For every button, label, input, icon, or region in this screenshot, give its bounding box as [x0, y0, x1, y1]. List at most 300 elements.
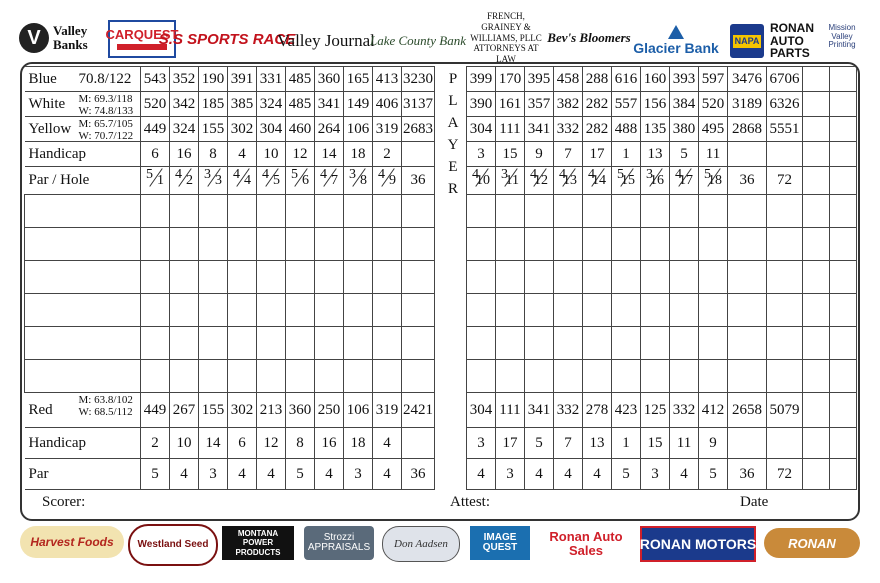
player-score-cell[interactable]	[373, 228, 402, 261]
player-score-cell[interactable]	[554, 261, 583, 294]
par-cell: 4	[373, 459, 402, 490]
yardage-cell: 264	[315, 117, 344, 142]
player-score-cell[interactable]	[767, 360, 803, 393]
handicap-cell: 8	[286, 428, 315, 459]
player-score-cell[interactable]	[803, 195, 830, 228]
ronan-auto-parts-label: RONAN AUTO PARTS	[770, 21, 814, 61]
player-score-cell[interactable]	[670, 261, 699, 294]
tee-name: Par / Hole	[28, 172, 90, 188]
player-score-cell[interactable]	[728, 294, 767, 327]
par-cell: 4	[467, 459, 496, 490]
yardage-cell: 213	[257, 393, 286, 428]
player-vertical-label	[444, 68, 462, 200]
grand-total-cell: 6706	[767, 67, 803, 92]
handicap-cell: 11	[699, 142, 728, 167]
player-score-cell[interactable]	[344, 228, 373, 261]
player-score-cell[interactable]	[728, 228, 767, 261]
yardage-cell: 278	[583, 393, 612, 428]
player-score-cell[interactable]	[315, 327, 344, 360]
player-score-cell[interactable]	[583, 261, 612, 294]
yardage-cell: 380	[670, 117, 699, 142]
ronan-auto-parts-logo	[766, 20, 818, 62]
player-score-cell[interactable]	[830, 228, 857, 261]
par-cell: 4	[228, 459, 257, 490]
par-hole-cell	[467, 167, 496, 195]
player-score-cell[interactable]	[170, 195, 199, 228]
player-score-cell[interactable]	[170, 294, 199, 327]
player-score-cell[interactable]	[554, 228, 583, 261]
player-score-cell[interactable]	[141, 327, 170, 360]
player-score-cell[interactable]	[467, 228, 496, 261]
player-score-cell[interactable]	[525, 228, 554, 261]
yardage-cell: 125	[641, 393, 670, 428]
player-score-cell[interactable]	[641, 195, 670, 228]
par-hole-cell	[554, 167, 583, 195]
yardage-cell: 155	[199, 117, 228, 142]
par-cell: 4	[525, 459, 554, 490]
out-par-cell: 36	[402, 167, 435, 195]
player-score-cell[interactable]	[257, 360, 286, 393]
image-quest-label: IMAGE QUEST	[482, 532, 518, 553]
player-score-cell[interactable]	[496, 228, 525, 261]
player-score-cell[interactable]	[803, 294, 830, 327]
player-gap-cell	[435, 393, 467, 428]
player-score-cell[interactable]	[402, 261, 435, 294]
yardage-cell: 449	[141, 393, 170, 428]
yardage-cell: 357	[525, 92, 554, 117]
player-score-cell[interactable]	[496, 294, 525, 327]
hole-number: 3	[215, 173, 222, 188]
yardage-cell: 390	[467, 92, 496, 117]
player-score-cell[interactable]	[803, 327, 830, 360]
par-hole-cell	[286, 167, 315, 195]
par-hole-cell	[344, 167, 373, 195]
player-score-cell[interactable]	[767, 228, 803, 261]
handicap-cell: 15	[641, 428, 670, 459]
player-score-cell[interactable]	[554, 294, 583, 327]
player-score-cell[interactable]	[467, 195, 496, 228]
player-score-cell[interactable]	[257, 327, 286, 360]
bottom-sponsor-bar	[0, 520, 880, 583]
player-score-cell[interactable]	[830, 195, 857, 228]
yardage-cell: 488	[612, 117, 641, 142]
empty-cell	[803, 167, 830, 195]
player-score-cell[interactable]	[228, 261, 257, 294]
player-score-cell[interactable]	[699, 261, 728, 294]
player-gap-cell[interactable]	[435, 228, 467, 261]
player-score-cell[interactable]	[554, 360, 583, 393]
player-score-cell[interactable]	[402, 327, 435, 360]
top-sponsor-bar	[0, 0, 880, 65]
handicap-cell: 11	[670, 428, 699, 459]
empty-cell	[803, 393, 830, 428]
player-score-cell[interactable]	[257, 294, 286, 327]
player-letter: L	[448, 93, 458, 109]
tee-rating	[79, 93, 134, 117]
lake-county-logo	[369, 22, 467, 58]
player-score-cell[interactable]	[228, 228, 257, 261]
yardage-cell: 341	[525, 393, 554, 428]
player-score-cell[interactable]	[286, 360, 315, 393]
yardage-cell: 520	[699, 92, 728, 117]
player-name-cell[interactable]	[25, 294, 141, 327]
tee-rating	[79, 394, 133, 418]
signature-footer	[22, 482, 860, 521]
yardage-cell: 190	[199, 67, 228, 92]
player-score-cell[interactable]	[699, 360, 728, 393]
par-value: 5	[617, 167, 624, 182]
player-score-cell[interactable]	[170, 327, 199, 360]
par-hole-diagonal	[701, 167, 725, 189]
par-hole-diagonal	[643, 167, 667, 189]
par-hole-cell	[670, 167, 699, 195]
par-hole-diagonal	[375, 167, 399, 189]
handicap-cell: 12	[286, 142, 315, 167]
par-hole-diagonal	[201, 167, 225, 189]
par-hole-diagonal	[585, 167, 609, 189]
player-score-cell[interactable]	[373, 327, 402, 360]
player-score-cell[interactable]	[315, 195, 344, 228]
empty-cell	[830, 428, 857, 459]
par-hole-cell	[496, 167, 525, 195]
player-score-cell[interactable]	[496, 261, 525, 294]
handicap-cell: 13	[583, 428, 612, 459]
yardage-cell: 460	[286, 117, 315, 142]
player-letter: P	[448, 71, 458, 87]
player-score-cell[interactable]	[803, 228, 830, 261]
valley-banks-logo	[18, 18, 106, 58]
player-score-cell[interactable]	[612, 261, 641, 294]
player-gap-cell	[435, 428, 467, 459]
empty-cell	[803, 67, 830, 92]
player-gap-cell[interactable]	[435, 294, 467, 327]
player-score-cell[interactable]	[699, 228, 728, 261]
tee-name: White	[28, 95, 66, 112]
player-score-cell[interactable]	[228, 195, 257, 228]
yardage-cell: 319	[373, 393, 402, 428]
player-score-cell[interactable]	[767, 294, 803, 327]
par-value: 3	[501, 167, 508, 182]
player-score-cell[interactable]	[373, 294, 402, 327]
par-cell: 4	[315, 459, 344, 490]
par-value: 4	[559, 167, 566, 182]
par-hole-cell	[228, 167, 257, 195]
par-hole-diagonal	[317, 167, 341, 189]
par-hole-row	[25, 167, 857, 195]
yardage-cell: 160	[641, 67, 670, 92]
player-score-cell[interactable]	[554, 195, 583, 228]
yardage-cell: 458	[554, 67, 583, 92]
player-score-cell[interactable]	[830, 294, 857, 327]
player-score-cell[interactable]	[728, 360, 767, 393]
player-score-cell[interactable]	[199, 228, 228, 261]
strozzi-label: Strozzi APPRAISALS	[307, 532, 371, 553]
player-score-cell[interactable]	[199, 195, 228, 228]
yardage-cell: 520	[141, 92, 170, 117]
player-score-cell[interactable]	[728, 261, 767, 294]
player-score-cell[interactable]	[670, 360, 699, 393]
par-hole-cell	[373, 167, 402, 195]
player-score-cell[interactable]	[803, 261, 830, 294]
scorer-label[interactable]: Scorer:	[42, 494, 86, 510]
tee-row-red	[25, 393, 857, 428]
par-value: 4	[320, 167, 327, 182]
player-score-cell[interactable]	[670, 195, 699, 228]
bloomers-label: Bev's Bloomers	[547, 29, 631, 45]
handicap-cell: 4	[373, 428, 402, 459]
player-score-cell[interactable]	[286, 327, 315, 360]
player-score-cell[interactable]	[467, 327, 496, 360]
tee-name: Handicap	[28, 145, 86, 162]
player-score-cell[interactable]	[496, 195, 525, 228]
tee-name: Par	[28, 465, 49, 482]
player-score-cell[interactable]	[286, 228, 315, 261]
harvest-foods-label: Harvest Foods	[30, 535, 114, 549]
player-score-cell[interactable]	[641, 294, 670, 327]
player-name-cell[interactable]	[25, 327, 141, 360]
par-hole-diagonal	[172, 167, 196, 189]
tee-name: Blue	[28, 70, 57, 87]
player-name-cell[interactable]	[25, 261, 141, 294]
handicap-cell: 12	[257, 428, 286, 459]
yardage-cell: 399	[467, 67, 496, 92]
french-grainey-label: FRENCH, GRAINEY & WILLIAMS, PLLC ATTORNEYS AT LAW	[470, 11, 542, 65]
player-score-cell[interactable]	[402, 294, 435, 327]
handicap-cell: 14	[315, 142, 344, 167]
yardage-cell: 304	[467, 393, 496, 428]
player-name-cell[interactable]	[25, 195, 141, 228]
player-score-cell[interactable]	[670, 228, 699, 261]
handicap-cell: 3	[467, 428, 496, 459]
player-score-cell[interactable]	[612, 294, 641, 327]
hole-number: 13	[563, 173, 577, 188]
hole-number: 18	[708, 173, 722, 188]
player-score-cell[interactable]	[228, 327, 257, 360]
player-score-cell[interactable]	[228, 360, 257, 393]
player-score-cell[interactable]	[228, 294, 257, 327]
player-score-cell[interactable]	[373, 195, 402, 228]
empty-cell	[402, 428, 435, 459]
hole-number: 10	[476, 173, 490, 188]
player-score-cell[interactable]	[554, 327, 583, 360]
par-value: 4	[175, 167, 182, 182]
empty-cell	[402, 142, 435, 167]
don-aadsen-logo	[382, 526, 460, 562]
player-score-cell[interactable]	[525, 327, 554, 360]
player-score-row	[25, 195, 857, 228]
yardage-cell: 161	[496, 92, 525, 117]
player-score-cell[interactable]	[286, 261, 315, 294]
hole-number: 1	[157, 173, 164, 188]
yardage-cell: 332	[670, 393, 699, 428]
yardage-cell: 149	[344, 92, 373, 117]
player-score-cell[interactable]	[373, 360, 402, 393]
player-score-cell[interactable]	[728, 327, 767, 360]
player-score-cell[interactable]	[728, 195, 767, 228]
player-score-cell[interactable]	[257, 228, 286, 261]
player-score-cell[interactable]	[467, 294, 496, 327]
player-gap-cell[interactable]	[435, 327, 467, 360]
yardage-cell: 360	[286, 393, 315, 428]
total-par-cell: 72	[767, 459, 803, 490]
player-score-cell[interactable]	[344, 195, 373, 228]
player-score-cell[interactable]	[830, 360, 857, 393]
player-score-cell[interactable]	[583, 294, 612, 327]
handicap-cell: 5	[670, 142, 699, 167]
tee-row-white	[25, 92, 857, 117]
player-score-cell[interactable]	[286, 195, 315, 228]
player-score-cell[interactable]	[830, 327, 857, 360]
empty-cell	[803, 428, 830, 459]
player-score-cell[interactable]	[199, 360, 228, 393]
yardage-cell: 331	[257, 67, 286, 92]
player-score-cell[interactable]	[641, 360, 670, 393]
player-score-cell[interactable]	[670, 327, 699, 360]
player-score-cell[interactable]	[803, 360, 830, 393]
player-score-cell[interactable]	[641, 261, 670, 294]
grand-total-cell: 6326	[767, 92, 803, 117]
player-score-cell[interactable]	[315, 228, 344, 261]
par-cell: 5	[286, 459, 315, 490]
par-cell: 4	[554, 459, 583, 490]
player-score-cell[interactable]	[496, 327, 525, 360]
yardage-cell: 342	[170, 92, 199, 117]
player-score-cell[interactable]	[344, 294, 373, 327]
player-score-cell[interactable]	[257, 195, 286, 228]
player-score-cell[interactable]	[141, 195, 170, 228]
yardage-cell: 185	[199, 92, 228, 117]
yardage-cell: 423	[612, 393, 641, 428]
player-score-cell[interactable]	[170, 228, 199, 261]
player-gap-cell[interactable]	[435, 261, 467, 294]
player-score-cell[interactable]	[830, 261, 857, 294]
tee-name: Handicap	[28, 434, 86, 451]
player-score-cell[interactable]	[315, 261, 344, 294]
french-grainey-logo	[466, 11, 546, 65]
yardage-cell: 156	[641, 92, 670, 117]
player-score-cell[interactable]	[286, 294, 315, 327]
empty-cell	[830, 393, 857, 428]
player-letter: E	[448, 159, 458, 175]
player-score-cell[interactable]	[525, 261, 554, 294]
par-cell: 3	[344, 459, 373, 490]
player-score-cell[interactable]	[257, 261, 286, 294]
handicap-cell: 4	[228, 142, 257, 167]
scorecard	[20, 62, 860, 521]
player-score-cell[interactable]	[525, 195, 554, 228]
player-score-cell[interactable]	[699, 294, 728, 327]
player-score-cell[interactable]	[767, 195, 803, 228]
date-label[interactable]: Date	[740, 494, 769, 510]
player-score-cell[interactable]	[402, 195, 435, 228]
player-score-cell[interactable]	[670, 294, 699, 327]
empty-cell	[830, 92, 857, 117]
player-score-cell[interactable]	[141, 360, 170, 393]
handicap-cell: 16	[315, 428, 344, 459]
player-score-cell[interactable]	[402, 360, 435, 393]
player-score-cell[interactable]	[612, 228, 641, 261]
player-score-cell[interactable]	[373, 261, 402, 294]
par-hole-diagonal	[614, 167, 638, 189]
player-score-cell[interactable]	[583, 228, 612, 261]
player-score-cell[interactable]	[199, 294, 228, 327]
hole-number: 5	[273, 173, 280, 188]
player-score-cell[interactable]	[583, 360, 612, 393]
player-name-cell[interactable]	[25, 228, 141, 261]
handicap-cell: 16	[170, 142, 199, 167]
women-rating: W: 68.5/112	[78, 406, 133, 418]
player-score-cell[interactable]	[612, 327, 641, 360]
player-score-cell[interactable]	[767, 327, 803, 360]
player-score-cell[interactable]	[344, 327, 373, 360]
hole-number: 11	[505, 173, 519, 188]
player-score-cell[interactable]	[141, 228, 170, 261]
yardage-cell: 384	[670, 92, 699, 117]
player-score-cell[interactable]	[641, 327, 670, 360]
hole-number: 6	[302, 173, 309, 188]
yardage-cell: 352	[170, 67, 199, 92]
yardage-cell: 250	[315, 393, 344, 428]
player-score-cell[interactable]	[315, 360, 344, 393]
player-gap-cell[interactable]	[435, 360, 467, 393]
par-hole-cell	[641, 167, 670, 195]
player-score-cell[interactable]	[525, 294, 554, 327]
player-score-cell[interactable]	[170, 261, 199, 294]
player-score-cell[interactable]	[344, 360, 373, 393]
player-score-cell[interactable]	[141, 294, 170, 327]
player-score-cell[interactable]	[583, 327, 612, 360]
player-score-cell[interactable]	[170, 360, 199, 393]
player-score-cell[interactable]	[315, 294, 344, 327]
handicap-cell: 3	[467, 142, 496, 167]
empty-cell	[803, 142, 830, 167]
player-name-cell[interactable]	[25, 360, 141, 393]
player-score-cell[interactable]	[496, 360, 525, 393]
handicap-cell: 14	[199, 428, 228, 459]
tee-name: Yellow	[28, 120, 72, 137]
in-par-cell: 36	[728, 459, 767, 490]
player-score-cell[interactable]	[699, 195, 728, 228]
player-score-cell[interactable]	[699, 327, 728, 360]
hole-number: 15	[621, 173, 635, 188]
yardage-cell: 304	[467, 117, 496, 142]
handicap-cell: 10	[257, 142, 286, 167]
player-score-cell[interactable]	[141, 261, 170, 294]
valley-journal-logo	[277, 24, 375, 56]
yardage-cell: 324	[257, 92, 286, 117]
par-value: 4	[588, 167, 595, 182]
yardage-cell: 395	[525, 67, 554, 92]
player-score-cell[interactable]	[467, 261, 496, 294]
player-score-cell[interactable]	[199, 327, 228, 360]
yardage-cell: 341	[525, 117, 554, 142]
player-score-cell[interactable]	[199, 261, 228, 294]
handicap-cell: 9	[699, 428, 728, 459]
attest-label[interactable]: Attest:	[450, 494, 490, 510]
player-score-cell[interactable]	[641, 228, 670, 261]
napa-label: NAPA	[734, 35, 760, 46]
player-score-cell[interactable]	[402, 228, 435, 261]
player-score-cell[interactable]	[344, 261, 373, 294]
player-score-cell[interactable]	[767, 261, 803, 294]
player-score-cell[interactable]	[467, 360, 496, 393]
player-score-cell[interactable]	[612, 195, 641, 228]
in-total-cell: 2868	[728, 117, 767, 142]
in-total-cell: 2658	[728, 393, 767, 428]
player-score-cell[interactable]	[525, 360, 554, 393]
player-score-cell[interactable]	[583, 195, 612, 228]
player-score-cell[interactable]	[612, 360, 641, 393]
